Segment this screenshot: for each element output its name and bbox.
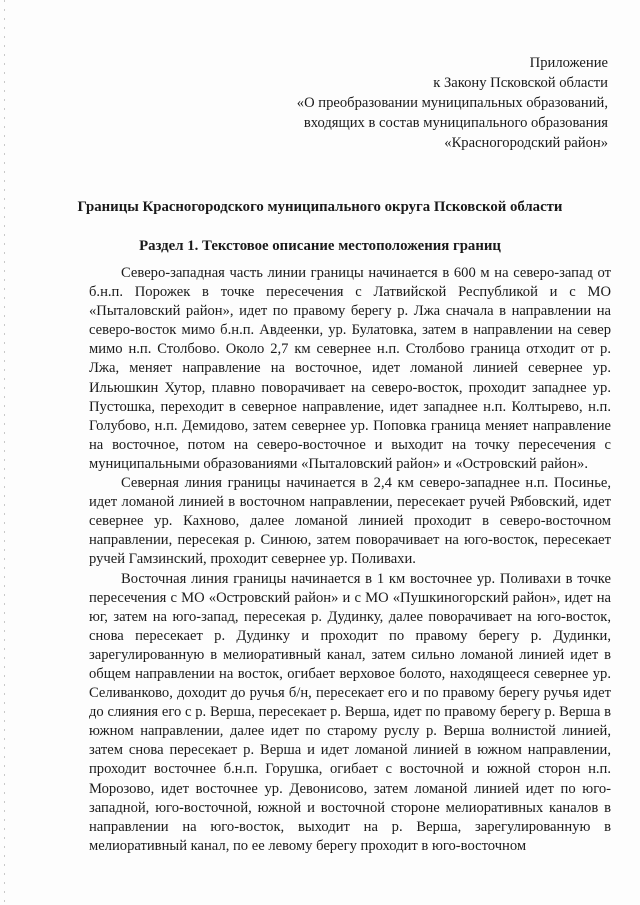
appendix-line: входящих в состав муниципального образования (303, 115, 608, 131)
appendix-line: «О преобразовании муниципальных образований, (296, 95, 608, 111)
appendix-line: к Закону Псковской области (433, 75, 608, 91)
paragraph-east: Восточная линия границы начинается в 1 км восточнее ур. Поливахи в точке пересечения с МО «Островский район» и с МО «Пушкиногорский район», идет на юг, затем на юго-запад, пересекая р. Дудинку, далее поворачивает на юго-восток, снова пересекает р. Дудинку и проходит по правому берегу р. Дудинки, зарегулированную в мелиоративный канал, затем сильно ломаной линией идет в общем направлении на восток, огибает верховое болото, находящееся севернее ур. Селиванково, доходит до ручья б/н, пересекает его и по правому берегу ручья идет до слияния его с р. Верша, пересекает р. Верша, идет по правому берегу р. Верша в южном направлении, далее идет по старому руслу р. Верша волнистой линией, затем снова пересекает р. Верша и идет ломаной линией в южном направлении, проходит восточнее б.н.п. Горушка, огибает с восточной и южной сторон н.п. Морозово, идет восточнее ур. Девонисово, затем ломаной линией идет по юго-западной, юго-восточной, южной и восточной стороне мелиоративных каналов в направлении на юго-восток, выходит на р. Верша, зарегулированную в мелиоративный канал, по ее левому берегу проходит в юго-восточном (89, 570, 611, 854)
document-title: Границы Красногородского муниципального округа Псковской области (77, 199, 563, 215)
document-body (89, 264, 611, 856)
paragraph-north: Северная линия границы начинается в 2,4 км северо-западнее н.п. Посинье, идет ломаной линией в восточном направлении, пересекает ручей Рябовский, идет севернее ур. Кахново, далее ломаной линией проходит в северо-восточном направлении, пересекая р. Синюю, затем поворачивает на юго-восток, пересекает ручей Гамзинский, проходит севернее ур. Поливахи. (89, 475, 611, 568)
appendix-line: «Красногородский район» (444, 135, 608, 151)
appendix-header (208, 53, 608, 153)
section-heading: Раздел 1. Текстовое описание местоположения границ (139, 238, 501, 254)
appendix-line: Приложение (529, 55, 608, 71)
scan-edge-artifact (4, 0, 5, 905)
paragraph-northwest: Северо-западная часть линии границы начинается в 600 м на северо-запад от б.н.п. Порожек в точке пересечения с Латвийской Республикой и с МО «Пыталовский район», идет по правому берегу р. Лжа сначала в направлении на северо-восток мимо б.н.п. Авдеенки, ур. Булатовка, затем в направлении на север мимо н.п. Столбово. Около 2,7 км севернее н.п. Столбово граница отходит от р. Лжа, меняет направление на восточное, идет ломаной линией севернее ур. Ильюшкин Хутор, плавно поворачивает на северо-восток, проходит западнее ур. Пустошка, переходит в северное направление, идет западнее н.п. Колтырево, н.п. Голубово, н.п. Демидово, затем севернее ур. Поповка граница меняет направление на восточное, потом на северо-восточное и выходит на точку пересечения с муниципальными образованиями «Пыталовский район» и «Островский район». (89, 265, 611, 472)
